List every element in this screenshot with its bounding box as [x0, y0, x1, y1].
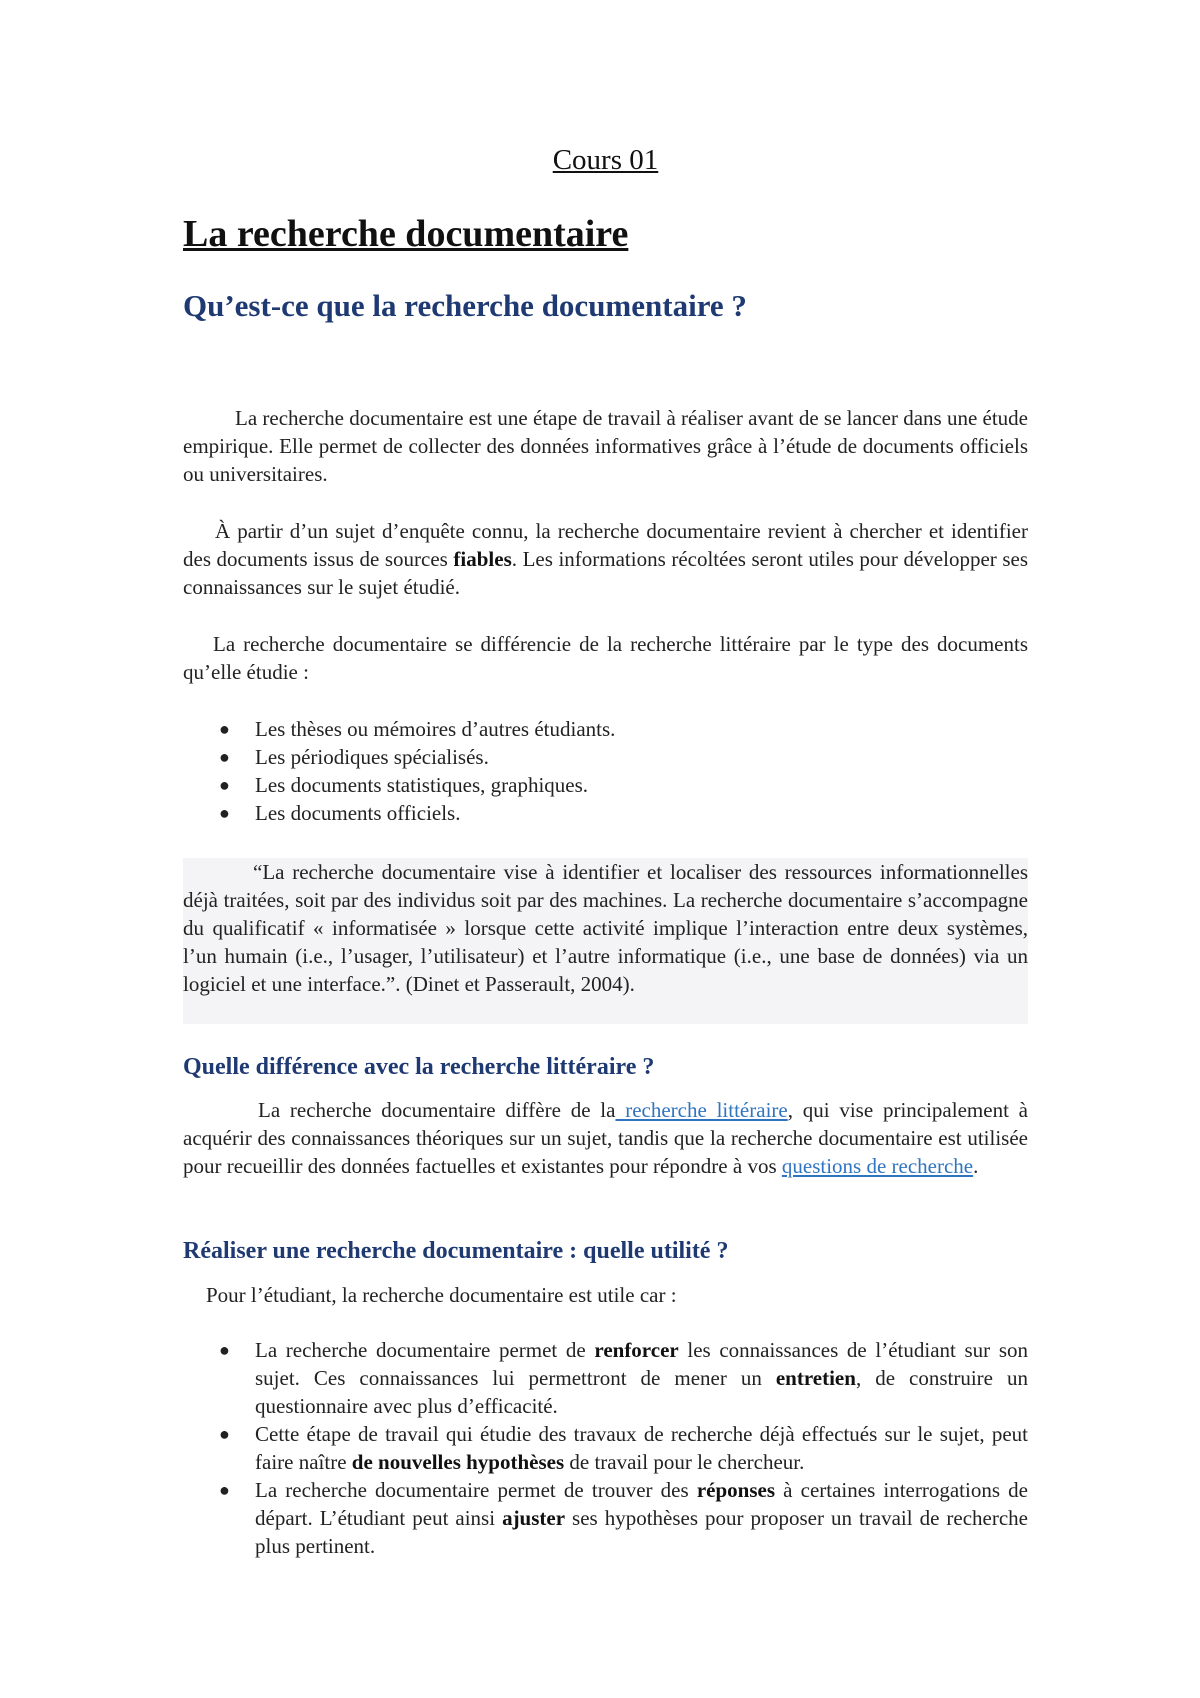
list-item-text: les connaissances de l’étudiant sur son sujet. Ces connaissances lui permettront de mener un	[255, 1338, 1028, 1390]
list-item-text: Les documents statistiques, graphiques.	[255, 773, 589, 797]
list-item-text: Les thèses ou mémoires d’autres étudiants.	[255, 717, 616, 741]
section-heading-utility: Réaliser une recherche documentaire : quelle utilité ?	[183, 1238, 729, 1264]
list-item-text: à certaines interrogations de départ. L’étudiant peut ainsi	[255, 1478, 1028, 1530]
list-item-bold: entretien	[775, 1366, 856, 1390]
list-item-text: , de construire un questionnaire avec plus d’efficacité.	[255, 1366, 1028, 1418]
page-title: La recherche documentaire	[183, 213, 629, 255]
list-item-bold: ajuster	[502, 1506, 566, 1530]
list-item	[183, 743, 1028, 771]
utility-intro: Pour l’étudiant, la recherche documentaire est utile car :	[206, 1283, 677, 1307]
list-item-text: ses hypothèses pour proposer un travail de recherche plus pertinent.	[255, 1506, 1029, 1558]
bullet-icon: ●	[219, 775, 230, 795]
list-item-text: Les documents officiels.	[255, 801, 461, 825]
list-item-bold: réponses	[696, 1478, 775, 1502]
list-item	[183, 799, 1028, 827]
list-item-text: La recherche documentaire permet de	[255, 1338, 595, 1362]
course-label: Cours 01	[552, 144, 659, 176]
questions-de-recherche-link[interactable]: questions de recherche	[781, 1154, 974, 1178]
list-item	[183, 1336, 1028, 1420]
list-item-text: de travail pour le chercheur.	[564, 1450, 805, 1474]
bullet-icon: ●	[219, 803, 230, 823]
intro-paragraph-3: La recherche documentaire se différencie de la recherche littéraire par le type des documents qu’elle étudie :	[183, 632, 1028, 684]
difference-paragraph	[183, 1096, 1028, 1180]
list-item-bold: renforcer	[594, 1338, 679, 1362]
list-item-text: La recherche documentaire permet de trouver des	[255, 1478, 697, 1502]
list-item	[183, 715, 1028, 743]
section-heading-what: Qu’est-ce que la recherche documentaire ?	[183, 288, 747, 323]
intro-p2-text-before: À partir d’un sujet d’enquête connu, la recherche documentaire revient à chercher et identifier des documents issus de sources	[183, 519, 1028, 571]
list-item	[183, 1420, 1028, 1476]
list-item-bold: de nouvelles hypothèses	[351, 1450, 565, 1474]
bullet-icon: ●	[219, 1340, 230, 1360]
difference-text-before: La recherche documentaire diffère de la	[258, 1098, 616, 1122]
list-item-text: Les périodiques spécialisés.	[255, 745, 489, 769]
recherche-litteraire-link[interactable]: recherche littéraire	[615, 1098, 788, 1122]
intro-paragraph-1: La recherche documentaire est une étape de travail à réaliser avant de se lancer dans une étude empirique. Elle permet de collecter des données informatives grâce à l’étude de documents officiels ou universitaires.	[183, 406, 1028, 486]
list-item	[183, 771, 1028, 799]
document-types-list	[183, 715, 1028, 827]
quote-block	[183, 858, 1028, 1024]
list-item-text: Cette étape de travail qui étudie des travaux de recherche déjà effectués sur le sujet, peut faire naître	[255, 1422, 1028, 1474]
section-heading-difference: Quelle différence avec la recherche littéraire ?	[183, 1054, 655, 1080]
intro-paragraph-2	[183, 517, 1028, 601]
list-item	[183, 1476, 1028, 1560]
quote-text: “La recherche documentaire vise à identifier et localiser des ressources informationnelles déjà traitées, soit par des individus soit par des machines. La recherche documentaire s’accompagne du qualificatif « informatisée » lorsque cette activité implique l’interaction entre deux systèmes, l’un humain (i.e., l’usager, l’utilisateur) et l’autre informatique (i.e., une base de données) via un logiciel et une interface.”. (Dinet et Passerault, 2004).	[183, 860, 1028, 996]
utility-list	[183, 1336, 1028, 1560]
bullet-icon: ●	[219, 1480, 230, 1500]
difference-text-middle: , qui vise principalement à acquérir des connaissances théoriques sur un sujet, tandis que la recherche documentaire est utilisée pour recueillir des données factuelles et existantes pour répondre à vos	[183, 1098, 1028, 1178]
difference-text-after: .	[973, 1154, 979, 1178]
bullet-icon: ●	[219, 1424, 230, 1444]
intro-p2-text-after: . Les informations récoltées seront utiles pour développer ses connaissances sur le sujet étudié.	[183, 547, 1028, 599]
intro-p2-bold: fiables	[453, 547, 512, 571]
bullet-icon: ●	[219, 747, 230, 767]
bullet-icon: ●	[219, 719, 230, 739]
